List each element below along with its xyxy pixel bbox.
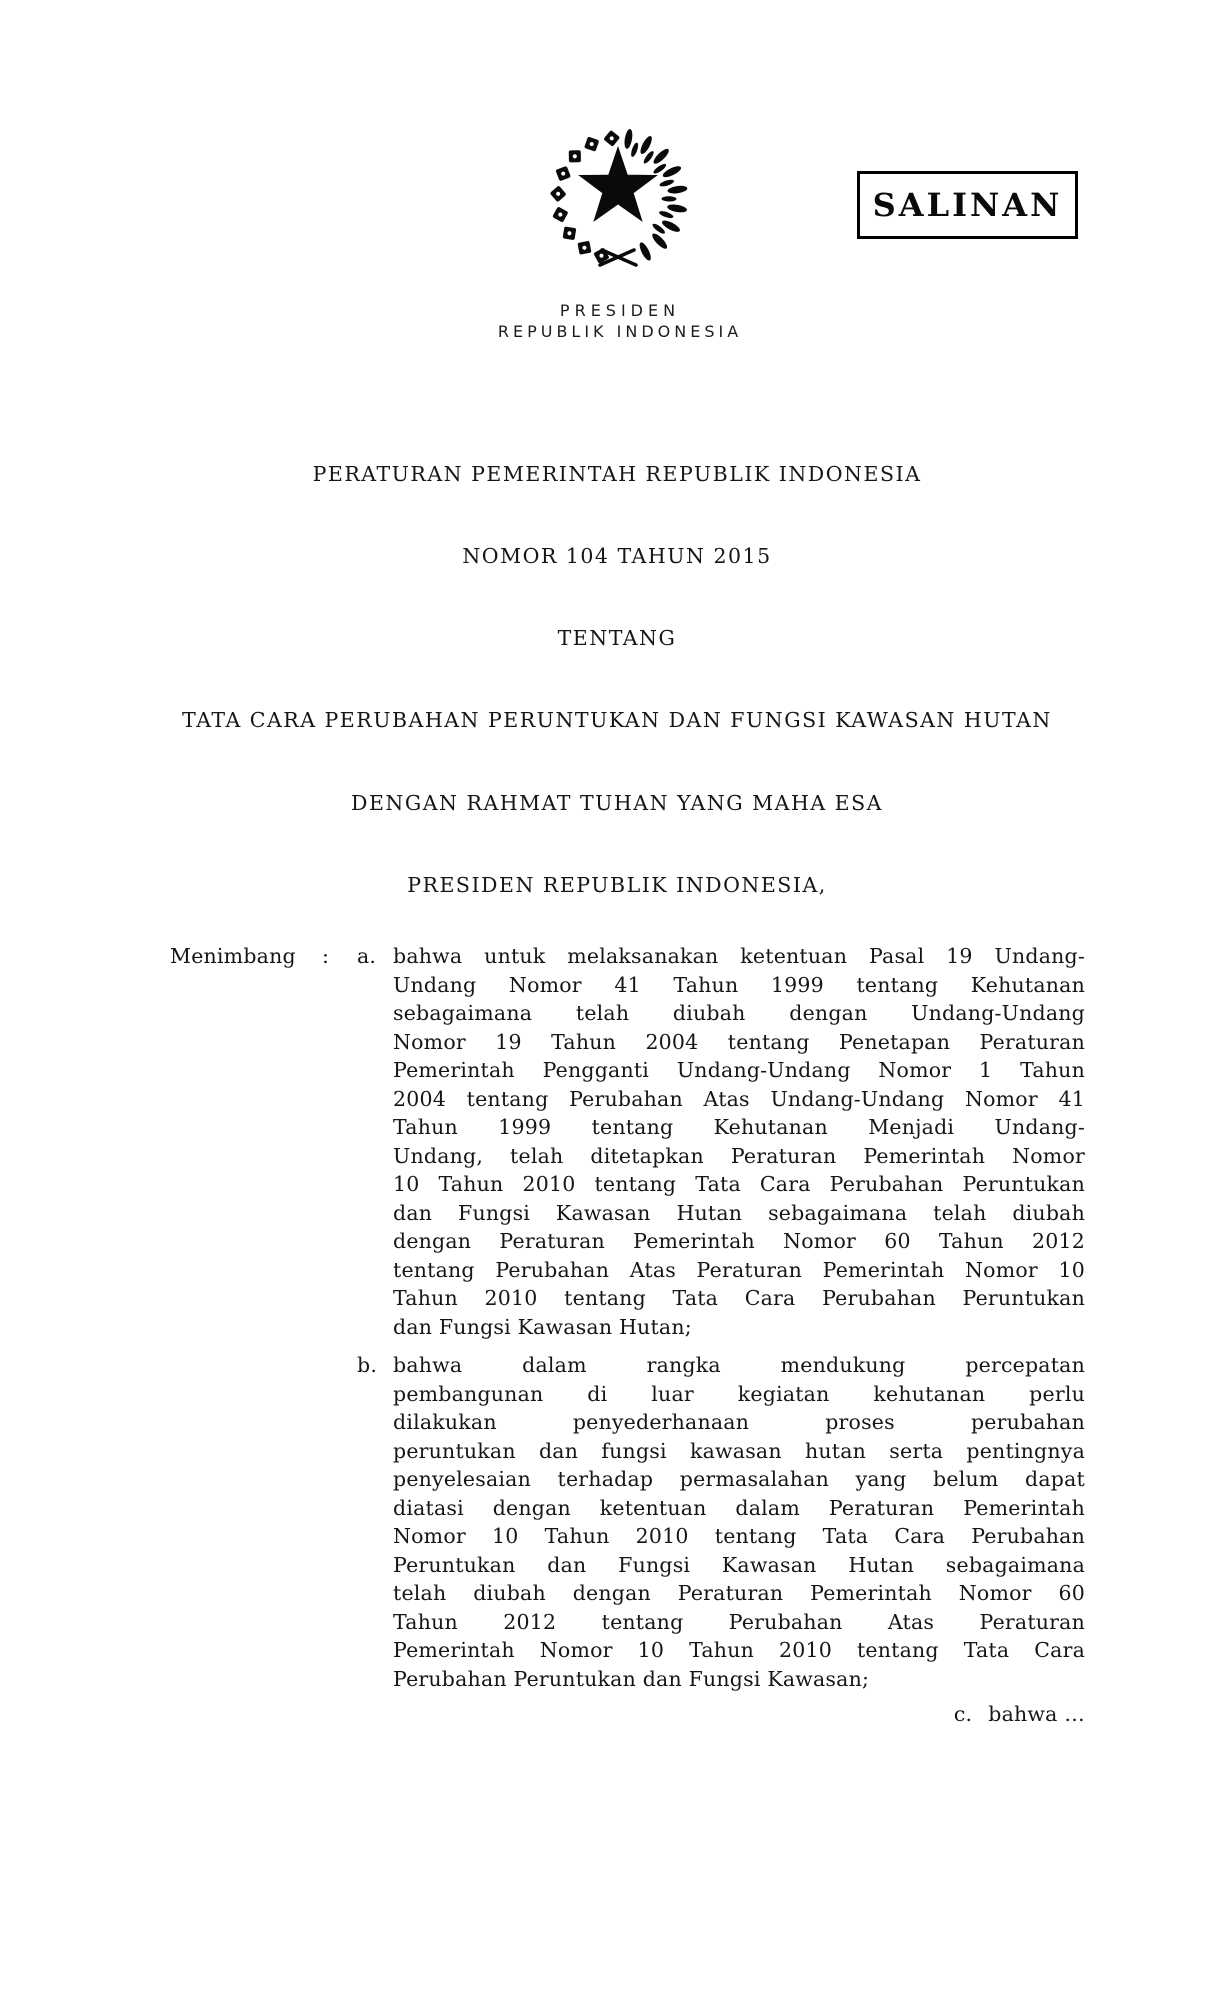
consideration-line: bahwa dalam rangka mendukung percepatan bbox=[393, 1353, 1085, 1377]
invocation-line: DENGAN RAHMAT TUHAN YANG MAHA ESA bbox=[351, 791, 883, 815]
consideration-line: dan Fungsi Kawasan Hutan; bbox=[393, 1314, 692, 1339]
consideration-line: Undang, telah ditetapkan Peraturan Pemerintah Nomor bbox=[393, 1143, 1085, 1168]
consideration-items bbox=[357, 942, 1085, 1693]
consideration-line: 10 Tahun 2010 tentang Tata Cara Perubahan Peruntukan bbox=[393, 1172, 1085, 1196]
consideration-item-b bbox=[357, 1351, 1085, 1693]
menimbang-separator: : bbox=[322, 944, 330, 968]
consideration-line: telah diubah dengan Peraturan Pemerintah Nomor 60 bbox=[393, 1581, 1085, 1605]
letterhead bbox=[8, 300, 1224, 342]
consideration-line: Peruntukan dan Fungsi Kawasan Hutan sebagaimana bbox=[393, 1552, 1085, 1577]
consideration-line: penyelesaian terhadap permasalahan yang belum dapat bbox=[393, 1467, 1085, 1491]
consideration-line: peruntukan dan fungsi kawasan hutan serta pentingnya bbox=[393, 1438, 1085, 1463]
consideration-line: dilakukan penyederhanaan proses perubahan bbox=[393, 1410, 1085, 1434]
consideration-line: dan Fungsi Kawasan Hutan sebagaimana telah diubah bbox=[393, 1200, 1085, 1225]
consideration-line: Nomor 19 Tahun 2004 tentang Penetapan Peraturan bbox=[393, 1029, 1085, 1054]
regulation-title: PERATURAN PEMERINTAH REPUBLIK INDONESIA bbox=[312, 462, 922, 486]
item-text bbox=[393, 1351, 1085, 1693]
consideration-line: Tahun 2010 tentang Tata Cara Perubahan Peruntukan bbox=[393, 1286, 1085, 1310]
consideration-line: Nomor 10 Tahun 2010 tentang Tata Cara Perubahan bbox=[393, 1524, 1085, 1548]
considerations-block bbox=[170, 942, 1085, 1693]
consideration-line: Undang Nomor 41 Tahun 1999 tentang Kehutanan bbox=[393, 972, 1085, 997]
consideration-line: pembangunan di luar kegiatan kehutanan perlu bbox=[393, 1381, 1085, 1406]
consideration-line: sebagaimana telah diubah dengan Undang-Undang bbox=[393, 1001, 1085, 1025]
item-marker: a. bbox=[357, 944, 377, 968]
letterhead-line-republik-indonesia: REPUBLIK INDONESIA bbox=[497, 322, 743, 341]
consideration-item-a bbox=[357, 942, 1085, 1341]
catchword-marker: c. bbox=[953, 1702, 973, 1726]
consideration-line: diatasi dengan ketentuan dalam Peraturan Pemerintah bbox=[393, 1495, 1085, 1520]
letterhead-line-presiden: PRESIDEN bbox=[559, 301, 681, 320]
consideration-line: Tahun 1999 tentang Kehutanan Menjadi Undang- bbox=[393, 1115, 1085, 1139]
regulation-number: NOMOR 104 TAHUN 2015 bbox=[462, 544, 772, 568]
consideration-line: 2004 tentang Perubahan Atas Undang-Undang Nomor 41 bbox=[393, 1086, 1085, 1111]
consideration-line: Pemerintah Pengganti Undang-Undang Nomor 1 Tahun bbox=[393, 1058, 1085, 1082]
consideration-line: Tahun 2012 tentang Perubahan Atas Peraturan bbox=[393, 1609, 1085, 1634]
consideration-line: tentang Perubahan Atas Peraturan Pemerintah Nomor 10 bbox=[393, 1257, 1085, 1282]
salinan-stamp-label: SALINAN bbox=[872, 186, 1063, 224]
tentang-label: TENTANG bbox=[557, 626, 677, 650]
item-text bbox=[393, 942, 1085, 1341]
consideration-line: Perubahan Peruntukan dan Fungsi Kawasan; bbox=[393, 1666, 870, 1691]
catchword bbox=[954, 1702, 1085, 1726]
consideration-line: Pemerintah Nomor 10 Tahun 2010 tentang Tata Cara bbox=[393, 1638, 1085, 1662]
catchword-text: bahwa … bbox=[988, 1702, 1085, 1726]
salinan-stamp bbox=[857, 171, 1078, 239]
regulation-subject: TATA CARA PERUBAHAN PERUNTUKAN DAN FUNGSI KAWASAN HUTAN bbox=[182, 708, 1052, 732]
item-marker: b. bbox=[357, 1353, 378, 1377]
consideration-line: dengan Peraturan Pemerintah Nomor 60 Tahun 2012 bbox=[393, 1229, 1085, 1253]
star-wreath-emblem-icon bbox=[542, 120, 694, 272]
menimbang-label: Menimbang bbox=[170, 944, 296, 968]
consideration-line: bahwa untuk melaksanakan ketentuan Pasal 19 Undang- bbox=[393, 944, 1085, 968]
president-salutation: PRESIDEN REPUBLIK INDONESIA, bbox=[407, 873, 827, 897]
